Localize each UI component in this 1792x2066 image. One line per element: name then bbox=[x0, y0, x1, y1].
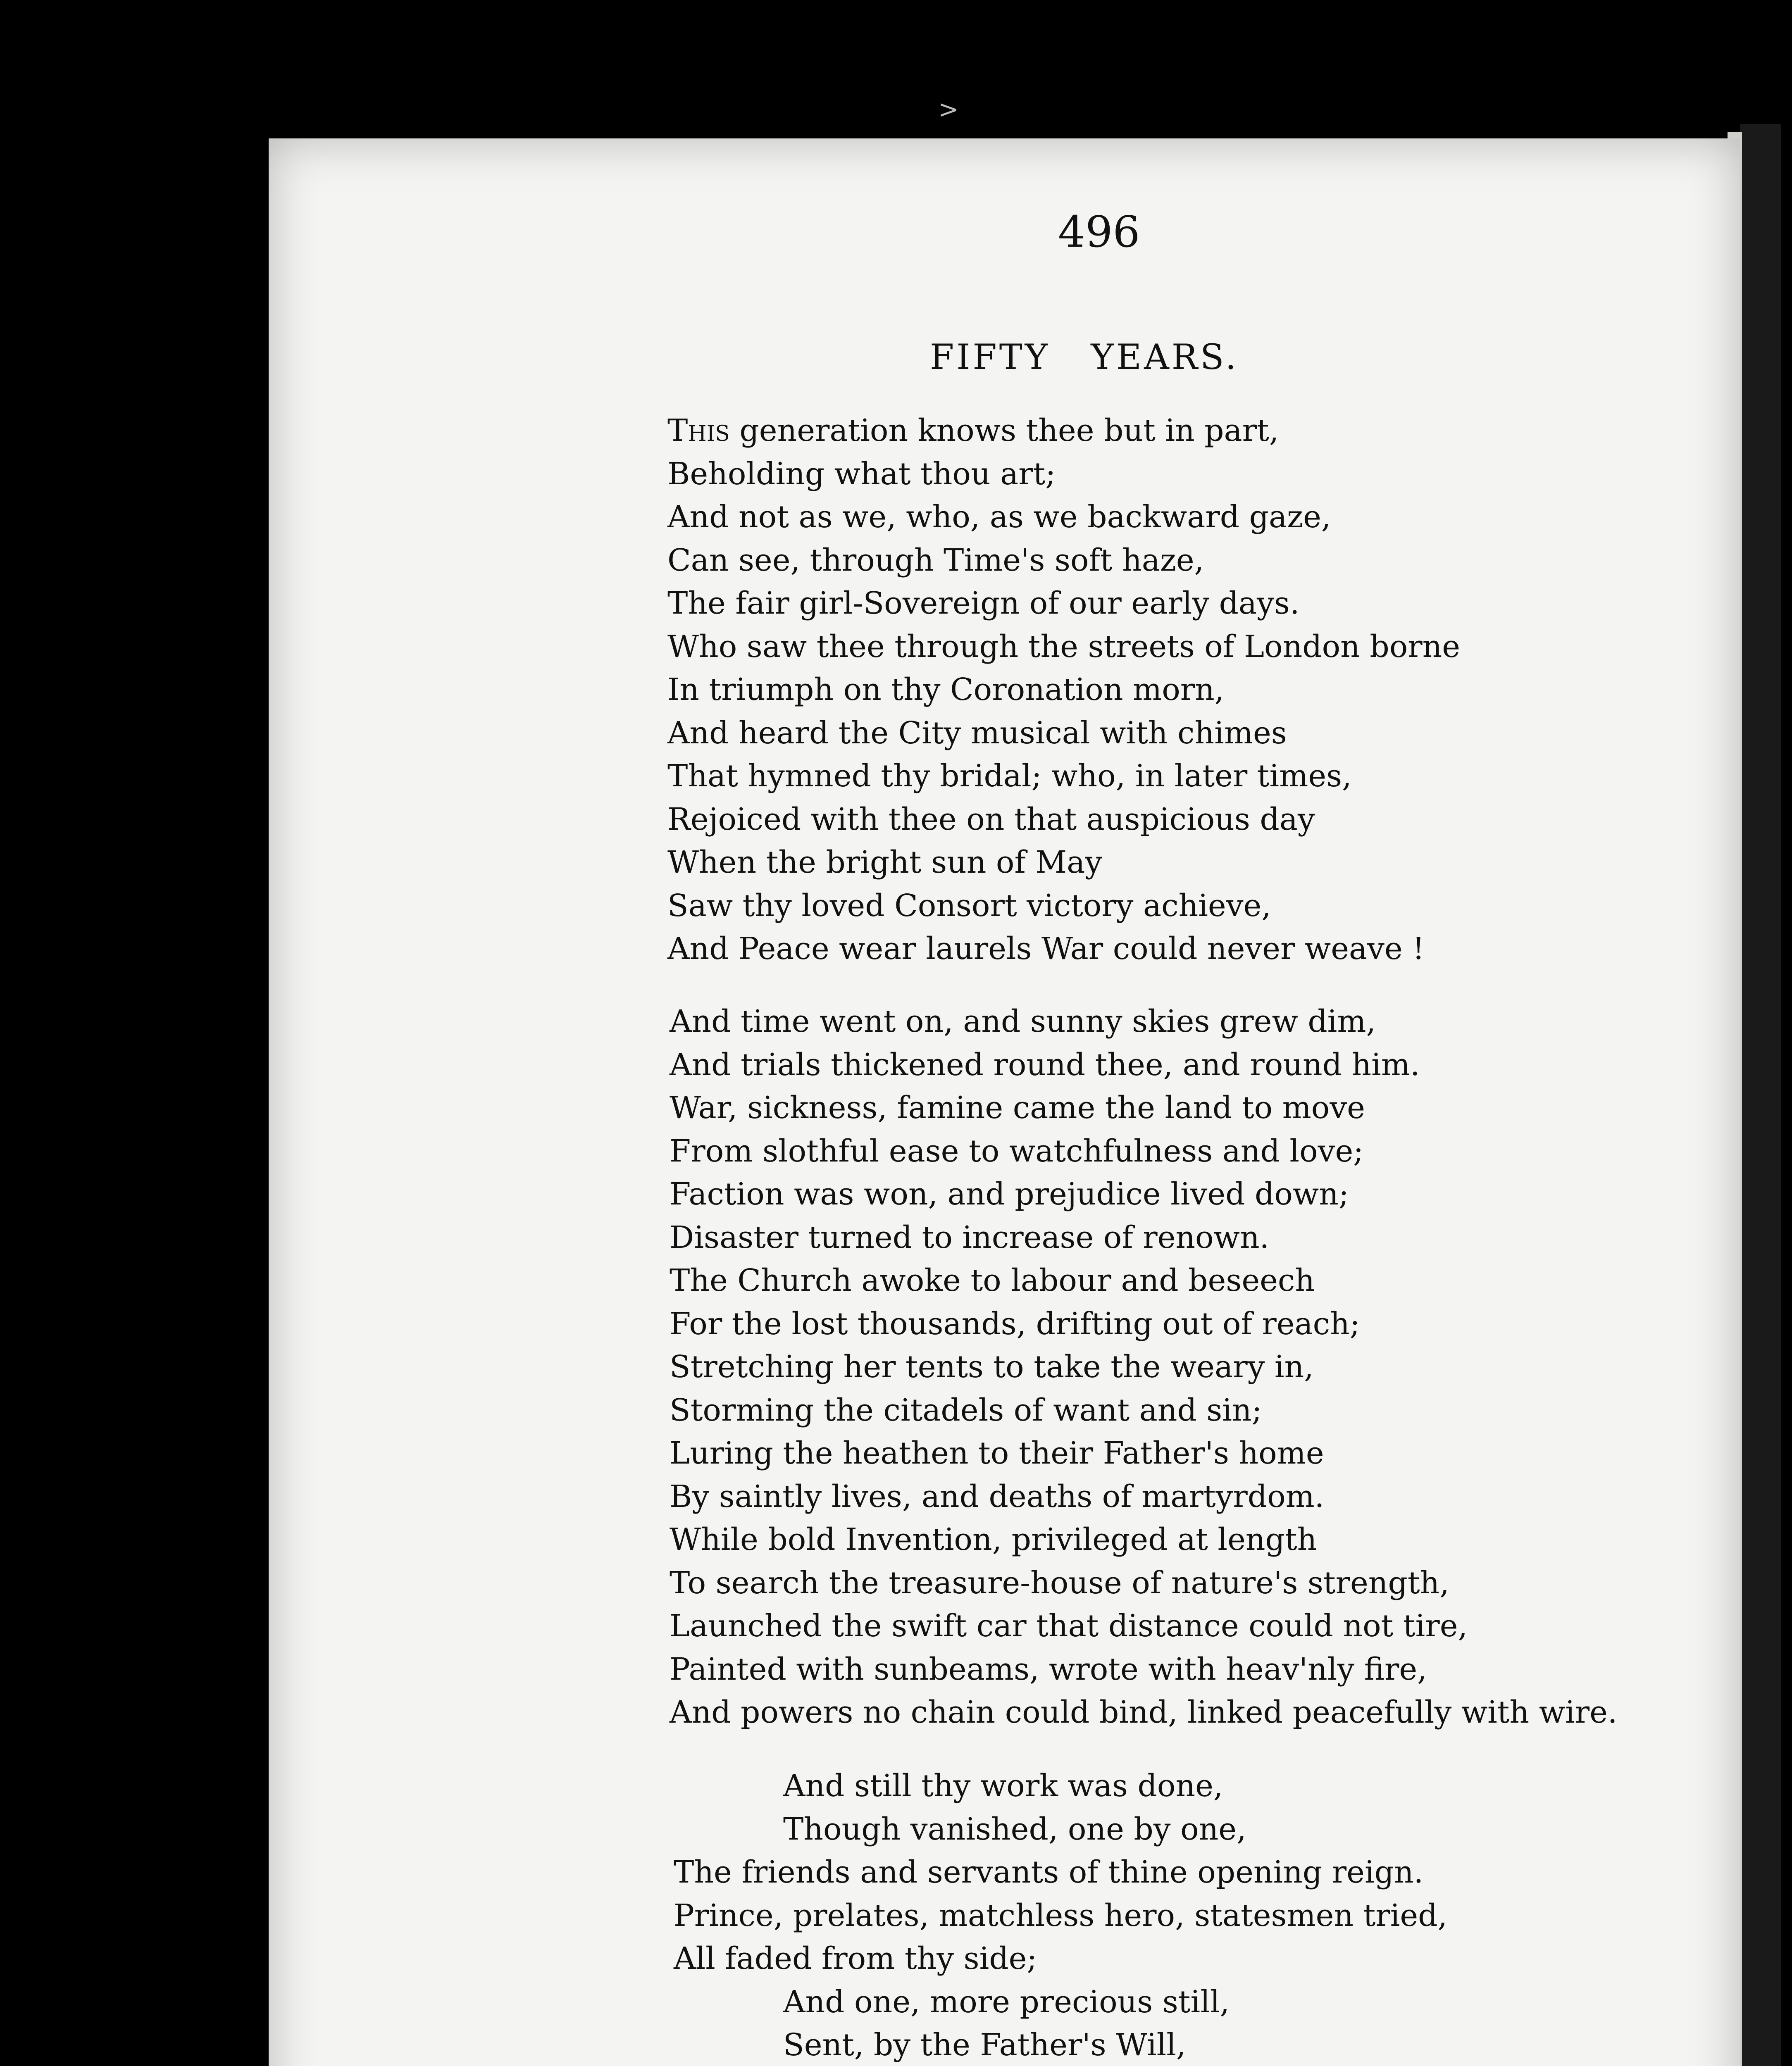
poem-line: War, sickness, famine came the land to move bbox=[670, 1090, 1365, 1126]
poem-line: The fair girl-Sovereign of our early days. bbox=[667, 586, 1300, 621]
poem-line: And time went on, and sunny skies grew dim, bbox=[670, 1004, 1376, 1039]
page-number: 496 bbox=[1058, 207, 1140, 257]
poem-line: To search the treasure-house of nature's strength, bbox=[670, 1565, 1449, 1601]
poem-line: Beholding what thou art; bbox=[667, 456, 1056, 492]
poem-line: While bold Invention, privileged at length bbox=[670, 1522, 1317, 1557]
poem-line bbox=[667, 409, 1460, 452]
poem-line: And heard the City musical with chimes bbox=[667, 715, 1287, 751]
poem-line: Sent, by the Father's Will, bbox=[783, 2027, 1186, 2063]
poem-line: Rejoiced with thee on that auspicious day bbox=[667, 801, 1315, 837]
poem-line: And one, more precious still, bbox=[783, 1984, 1230, 2020]
stanza-2 bbox=[670, 1000, 1617, 1734]
poem-line: When the bright sun of May bbox=[667, 845, 1103, 880]
poem-line: From slothful ease to watchfulness and love; bbox=[670, 1133, 1364, 1169]
poem-line: Prince, prelates, matchless hero, statesmen tried, bbox=[674, 1897, 1448, 1933]
poem-line: And Peace wear laurels War could never weave ! bbox=[667, 931, 1425, 966]
poem-line: Can see, through Time's soft haze, bbox=[667, 542, 1204, 578]
poem-line: Who saw thee through the streets of London borne bbox=[667, 628, 1461, 664]
poem-line: That hymned thy bridal; who, in later times, bbox=[667, 758, 1352, 794]
poem-line: Painted with sunbeams, wrote with heav'nly fire, bbox=[670, 1651, 1427, 1687]
poem-line: For the lost thousands, drifting out of reach; bbox=[670, 1306, 1360, 1342]
poem-line: Disaster turned to increase of renown. bbox=[670, 1219, 1270, 1255]
poem-line: And still thy work was done, bbox=[783, 1768, 1223, 1804]
poem-line: The Church awoke to labour and beseech bbox=[670, 1263, 1315, 1298]
poem-line: And not as we, who, as we backward gaze, bbox=[667, 499, 1331, 535]
poem-line: Faction was won, and prejudice lived down; bbox=[670, 1176, 1349, 1212]
poem-line: All faded from thy side; bbox=[674, 1941, 1037, 1976]
poem-line: Launched the swift car that distance could not tire, bbox=[670, 1608, 1468, 1644]
poem-line: In triumph on thy Coronation morn, bbox=[667, 672, 1225, 707]
poem-line: Saw thy loved Consort victory achieve, bbox=[667, 888, 1271, 924]
stanza-1 bbox=[667, 409, 1460, 971]
poem-line: Stretching her tents to take the weary in, bbox=[670, 1349, 1314, 1385]
poem-line: And trials thickened round thee, and round him. bbox=[670, 1047, 1420, 1083]
line-text: generation knows thee but in part, bbox=[729, 413, 1279, 448]
page-edge-shadow bbox=[1740, 124, 1781, 2066]
chevron-icon: > bbox=[938, 95, 959, 124]
poem-line: Storming the citadels of want and sin; bbox=[670, 1392, 1262, 1428]
small-caps-word: This bbox=[667, 413, 730, 448]
poem-line: The friends and servants of thine opening reign. bbox=[674, 1854, 1424, 1890]
poem-line: Though vanished, one by one, bbox=[783, 1811, 1246, 1847]
poem-line: And powers no chain could bind, linked peacefully with wire. bbox=[670, 1695, 1618, 1730]
stanza-3 bbox=[674, 1764, 1475, 2066]
poem-line: By saintly lives, and deaths of martyrdom. bbox=[670, 1478, 1325, 1514]
poem-line: Luring the heathen to their Father's home bbox=[670, 1435, 1324, 1471]
poem-title: FIFTY YEARS. bbox=[930, 337, 1239, 377]
